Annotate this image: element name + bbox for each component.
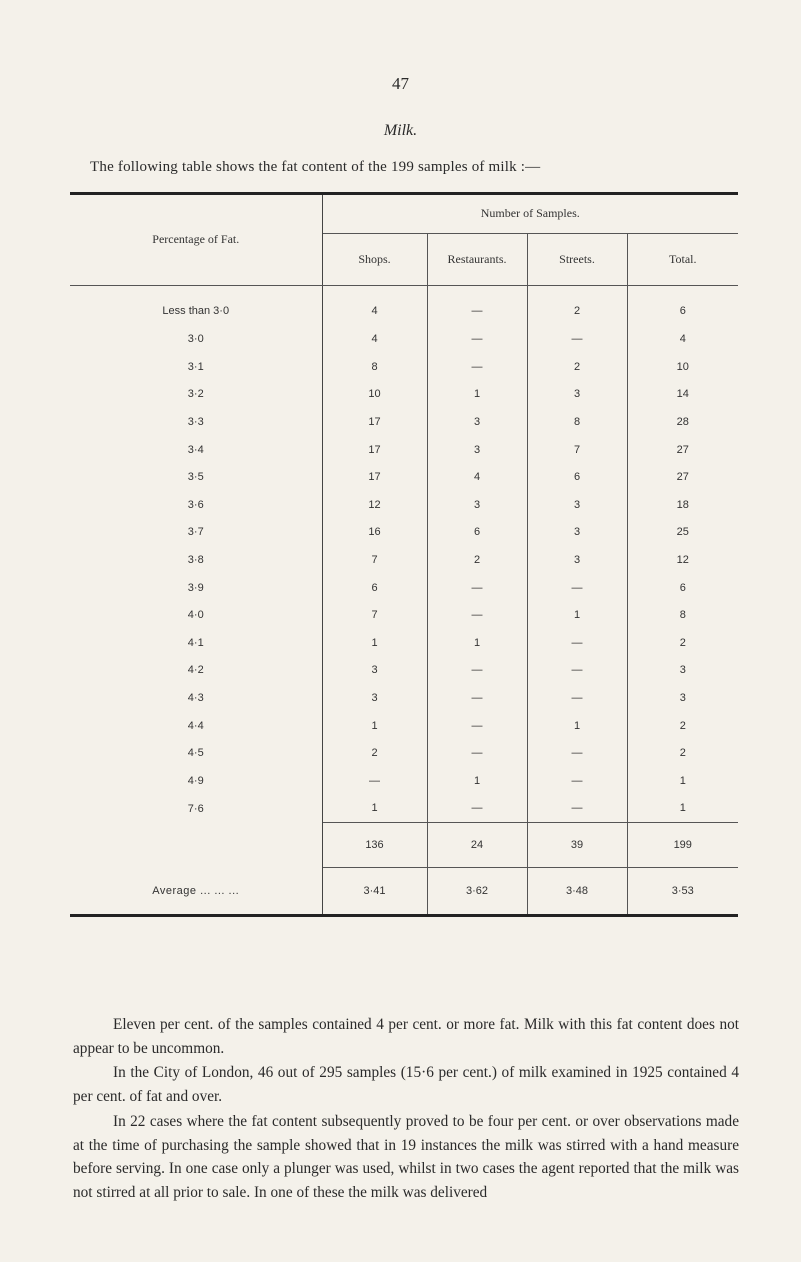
streets-cell: 7 bbox=[527, 436, 627, 464]
percentage-cell: 4·4 bbox=[70, 712, 322, 740]
shops-cell: 2 bbox=[322, 739, 427, 767]
total-cell: 27 bbox=[676, 443, 689, 456]
percentage-header: Percentage of Fat. bbox=[70, 195, 322, 285]
restaurants-cell: 4 bbox=[427, 463, 527, 491]
restaurants-cell: — bbox=[427, 795, 527, 823]
total-cell: 2 bbox=[679, 747, 686, 760]
percentage-cell: 7·6 bbox=[70, 795, 322, 823]
totals-streets: 39 bbox=[527, 823, 627, 868]
percentage-cell: 3·9 bbox=[70, 574, 322, 602]
restaurants-cell: 1 bbox=[427, 767, 527, 795]
shops-cell: 7 bbox=[322, 601, 427, 629]
table-row bbox=[70, 436, 738, 464]
table-bottom-rule bbox=[70, 914, 738, 917]
restaurants-cell: 3 bbox=[427, 436, 527, 464]
streets-cell: — bbox=[527, 739, 627, 767]
restaurants-cell: 3 bbox=[427, 491, 527, 519]
shops-cell: 16 bbox=[322, 519, 427, 547]
average-restaurants: 3·62 bbox=[427, 868, 527, 915]
streets-cell: 6 bbox=[527, 463, 627, 491]
shops-cell: 10 bbox=[322, 381, 427, 409]
table-row bbox=[70, 574, 738, 602]
table-row bbox=[70, 601, 738, 629]
percentage-cell: 3·8 bbox=[70, 546, 322, 574]
table-row bbox=[70, 326, 738, 354]
restaurants-cell: 1 bbox=[427, 629, 527, 657]
total-header: Total. bbox=[627, 233, 738, 285]
totals-total: 199 bbox=[627, 823, 738, 868]
table-row bbox=[70, 684, 738, 712]
shops-cell: 6 bbox=[322, 574, 427, 602]
total-cell: 1 bbox=[679, 802, 686, 815]
total-cell: 12 bbox=[676, 554, 689, 567]
table-body bbox=[70, 285, 738, 823]
streets-cell: 2 bbox=[527, 285, 627, 326]
percentage-cell: 3·5 bbox=[70, 463, 322, 491]
streets-cell: 3 bbox=[527, 381, 627, 409]
restaurants-cell: — bbox=[427, 601, 527, 629]
restaurants-header: Restaurants. bbox=[427, 233, 527, 285]
streets-cell: — bbox=[527, 657, 627, 685]
shops-cell: 8 bbox=[322, 353, 427, 381]
streets-cell: 1 bbox=[527, 712, 627, 740]
percentage-cell: 4·1 bbox=[70, 629, 322, 657]
streets-cell: — bbox=[527, 684, 627, 712]
percentage-cell: 4·9 bbox=[70, 767, 322, 795]
shops-cell: 3 bbox=[322, 684, 427, 712]
section-title: Milk. bbox=[383, 122, 418, 139]
number-of-samples-header: Number of Samples. bbox=[322, 195, 738, 233]
percentage-cell: 4·2 bbox=[70, 657, 322, 685]
shops-cell: 7 bbox=[322, 546, 427, 574]
percentage-cell: Less than 3·0 bbox=[70, 285, 322, 326]
total-cell: 4 bbox=[679, 333, 686, 346]
table-row bbox=[70, 491, 738, 519]
table-row bbox=[70, 463, 738, 491]
total-cell: 3 bbox=[679, 664, 686, 677]
intro-text: The following table shows the fat content of the 199 samples of milk :— bbox=[90, 159, 541, 175]
percentage-cell: 4·0 bbox=[70, 601, 322, 629]
table-row bbox=[70, 795, 738, 823]
total-cell: 6 bbox=[679, 304, 686, 317]
total-cell: 28 bbox=[676, 416, 689, 429]
streets-cell: — bbox=[527, 326, 627, 354]
percentage-cell: 3·4 bbox=[70, 436, 322, 464]
average-total: 3·53 bbox=[627, 868, 738, 915]
table-row bbox=[70, 657, 738, 685]
percentage-cell: 3·7 bbox=[70, 519, 322, 547]
streets-cell: 8 bbox=[527, 408, 627, 436]
total-cell: 6 bbox=[679, 581, 686, 594]
streets-header: Streets. bbox=[527, 233, 627, 285]
shops-cell: — bbox=[322, 767, 427, 795]
table-row bbox=[70, 519, 738, 547]
totals-restaurants: 24 bbox=[427, 823, 527, 868]
shops-cell: 12 bbox=[322, 491, 427, 519]
total-cell: 2 bbox=[679, 719, 686, 732]
shops-cell: 1 bbox=[322, 795, 427, 823]
table-row bbox=[70, 739, 738, 767]
paragraph-3: In 22 cases where the fat content subsequently proved to be four per cent. or over observations made at the time of purchasing the sample showed that in 19 instances the milk was stirred with a hand measure before serving. In one case only a plunger was used, whilst in two cases the agent reported that the milk was not stirred at all prior to sale. In one of these the milk was delivered bbox=[73, 1113, 739, 1201]
restaurants-cell: — bbox=[427, 739, 527, 767]
restaurants-cell: — bbox=[427, 657, 527, 685]
percentage-cell: 3·2 bbox=[70, 381, 322, 409]
total-cell: 14 bbox=[676, 388, 689, 401]
shops-cell: 17 bbox=[322, 463, 427, 491]
shops-cell: 17 bbox=[322, 408, 427, 436]
percentage-cell: 3·6 bbox=[70, 491, 322, 519]
restaurants-cell: — bbox=[427, 684, 527, 712]
totals-shops: 136 bbox=[322, 823, 427, 868]
total-cell: 25 bbox=[676, 526, 689, 539]
restaurants-cell: 1 bbox=[427, 381, 527, 409]
streets-cell: — bbox=[527, 629, 627, 657]
table-row bbox=[70, 381, 738, 409]
shops-cell: 4 bbox=[322, 285, 427, 326]
shops-header: Shops. bbox=[322, 233, 427, 285]
page-number: 47 bbox=[392, 74, 409, 93]
restaurants-cell: 3 bbox=[427, 408, 527, 436]
restaurants-cell: — bbox=[427, 574, 527, 602]
restaurants-cell: — bbox=[427, 285, 527, 326]
percentage-cell: 4·5 bbox=[70, 739, 322, 767]
restaurants-cell: 6 bbox=[427, 519, 527, 547]
total-cell: 2 bbox=[679, 636, 686, 649]
fat-content-table-wrapper bbox=[70, 192, 738, 917]
total-cell: 1 bbox=[679, 774, 686, 787]
fat-content-table bbox=[70, 195, 738, 914]
restaurants-cell: — bbox=[427, 353, 527, 381]
table-row bbox=[70, 285, 738, 326]
shops-cell: 17 bbox=[322, 436, 427, 464]
streets-cell: — bbox=[527, 767, 627, 795]
average-row bbox=[70, 868, 738, 915]
percentage-cell: 3·0 bbox=[70, 326, 322, 354]
streets-cell: — bbox=[527, 574, 627, 602]
table-row bbox=[70, 767, 738, 795]
table-row bbox=[70, 408, 738, 436]
streets-cell: 1 bbox=[527, 601, 627, 629]
shops-cell: 4 bbox=[322, 326, 427, 354]
streets-cell: 3 bbox=[527, 546, 627, 574]
average-shops: 3·41 bbox=[322, 868, 427, 915]
streets-cell: 3 bbox=[527, 491, 627, 519]
shops-cell: 3 bbox=[322, 657, 427, 685]
paragraph-1: Eleven per cent. of the samples contained 4 per cent. or more fat. Milk with this fat content does not appear to be uncommon. bbox=[73, 1016, 739, 1057]
restaurants-cell: — bbox=[427, 712, 527, 740]
shops-cell: 1 bbox=[322, 712, 427, 740]
streets-cell: — bbox=[527, 795, 627, 823]
percentage-cell: 3·3 bbox=[70, 408, 322, 436]
total-cell: 10 bbox=[676, 360, 689, 373]
total-cell: 3 bbox=[679, 692, 686, 705]
total-cell: 18 bbox=[676, 498, 689, 511]
paragraph-2: In the City of London, 46 out of 295 samples (15·6 per cent.) of milk examined in 1925 contained 4 per cent. of fat and over. bbox=[73, 1064, 739, 1105]
percentage-cell: 3·1 bbox=[70, 353, 322, 381]
shops-cell: 1 bbox=[322, 629, 427, 657]
total-cell: 8 bbox=[679, 609, 686, 622]
table-row bbox=[70, 353, 738, 381]
table-row bbox=[70, 712, 738, 740]
totals-label-cell bbox=[70, 823, 322, 868]
table-row bbox=[70, 546, 738, 574]
total-cell: 27 bbox=[676, 471, 689, 484]
average-label: Average ... ... ... bbox=[70, 868, 322, 915]
average-streets: 3·48 bbox=[527, 868, 627, 915]
percentage-cell: 4·3 bbox=[70, 684, 322, 712]
restaurants-cell: — bbox=[427, 326, 527, 354]
streets-cell: 3 bbox=[527, 519, 627, 547]
restaurants-cell: 2 bbox=[427, 546, 527, 574]
streets-cell: 2 bbox=[527, 353, 627, 381]
totals-row bbox=[70, 823, 738, 868]
table-row bbox=[70, 629, 738, 657]
